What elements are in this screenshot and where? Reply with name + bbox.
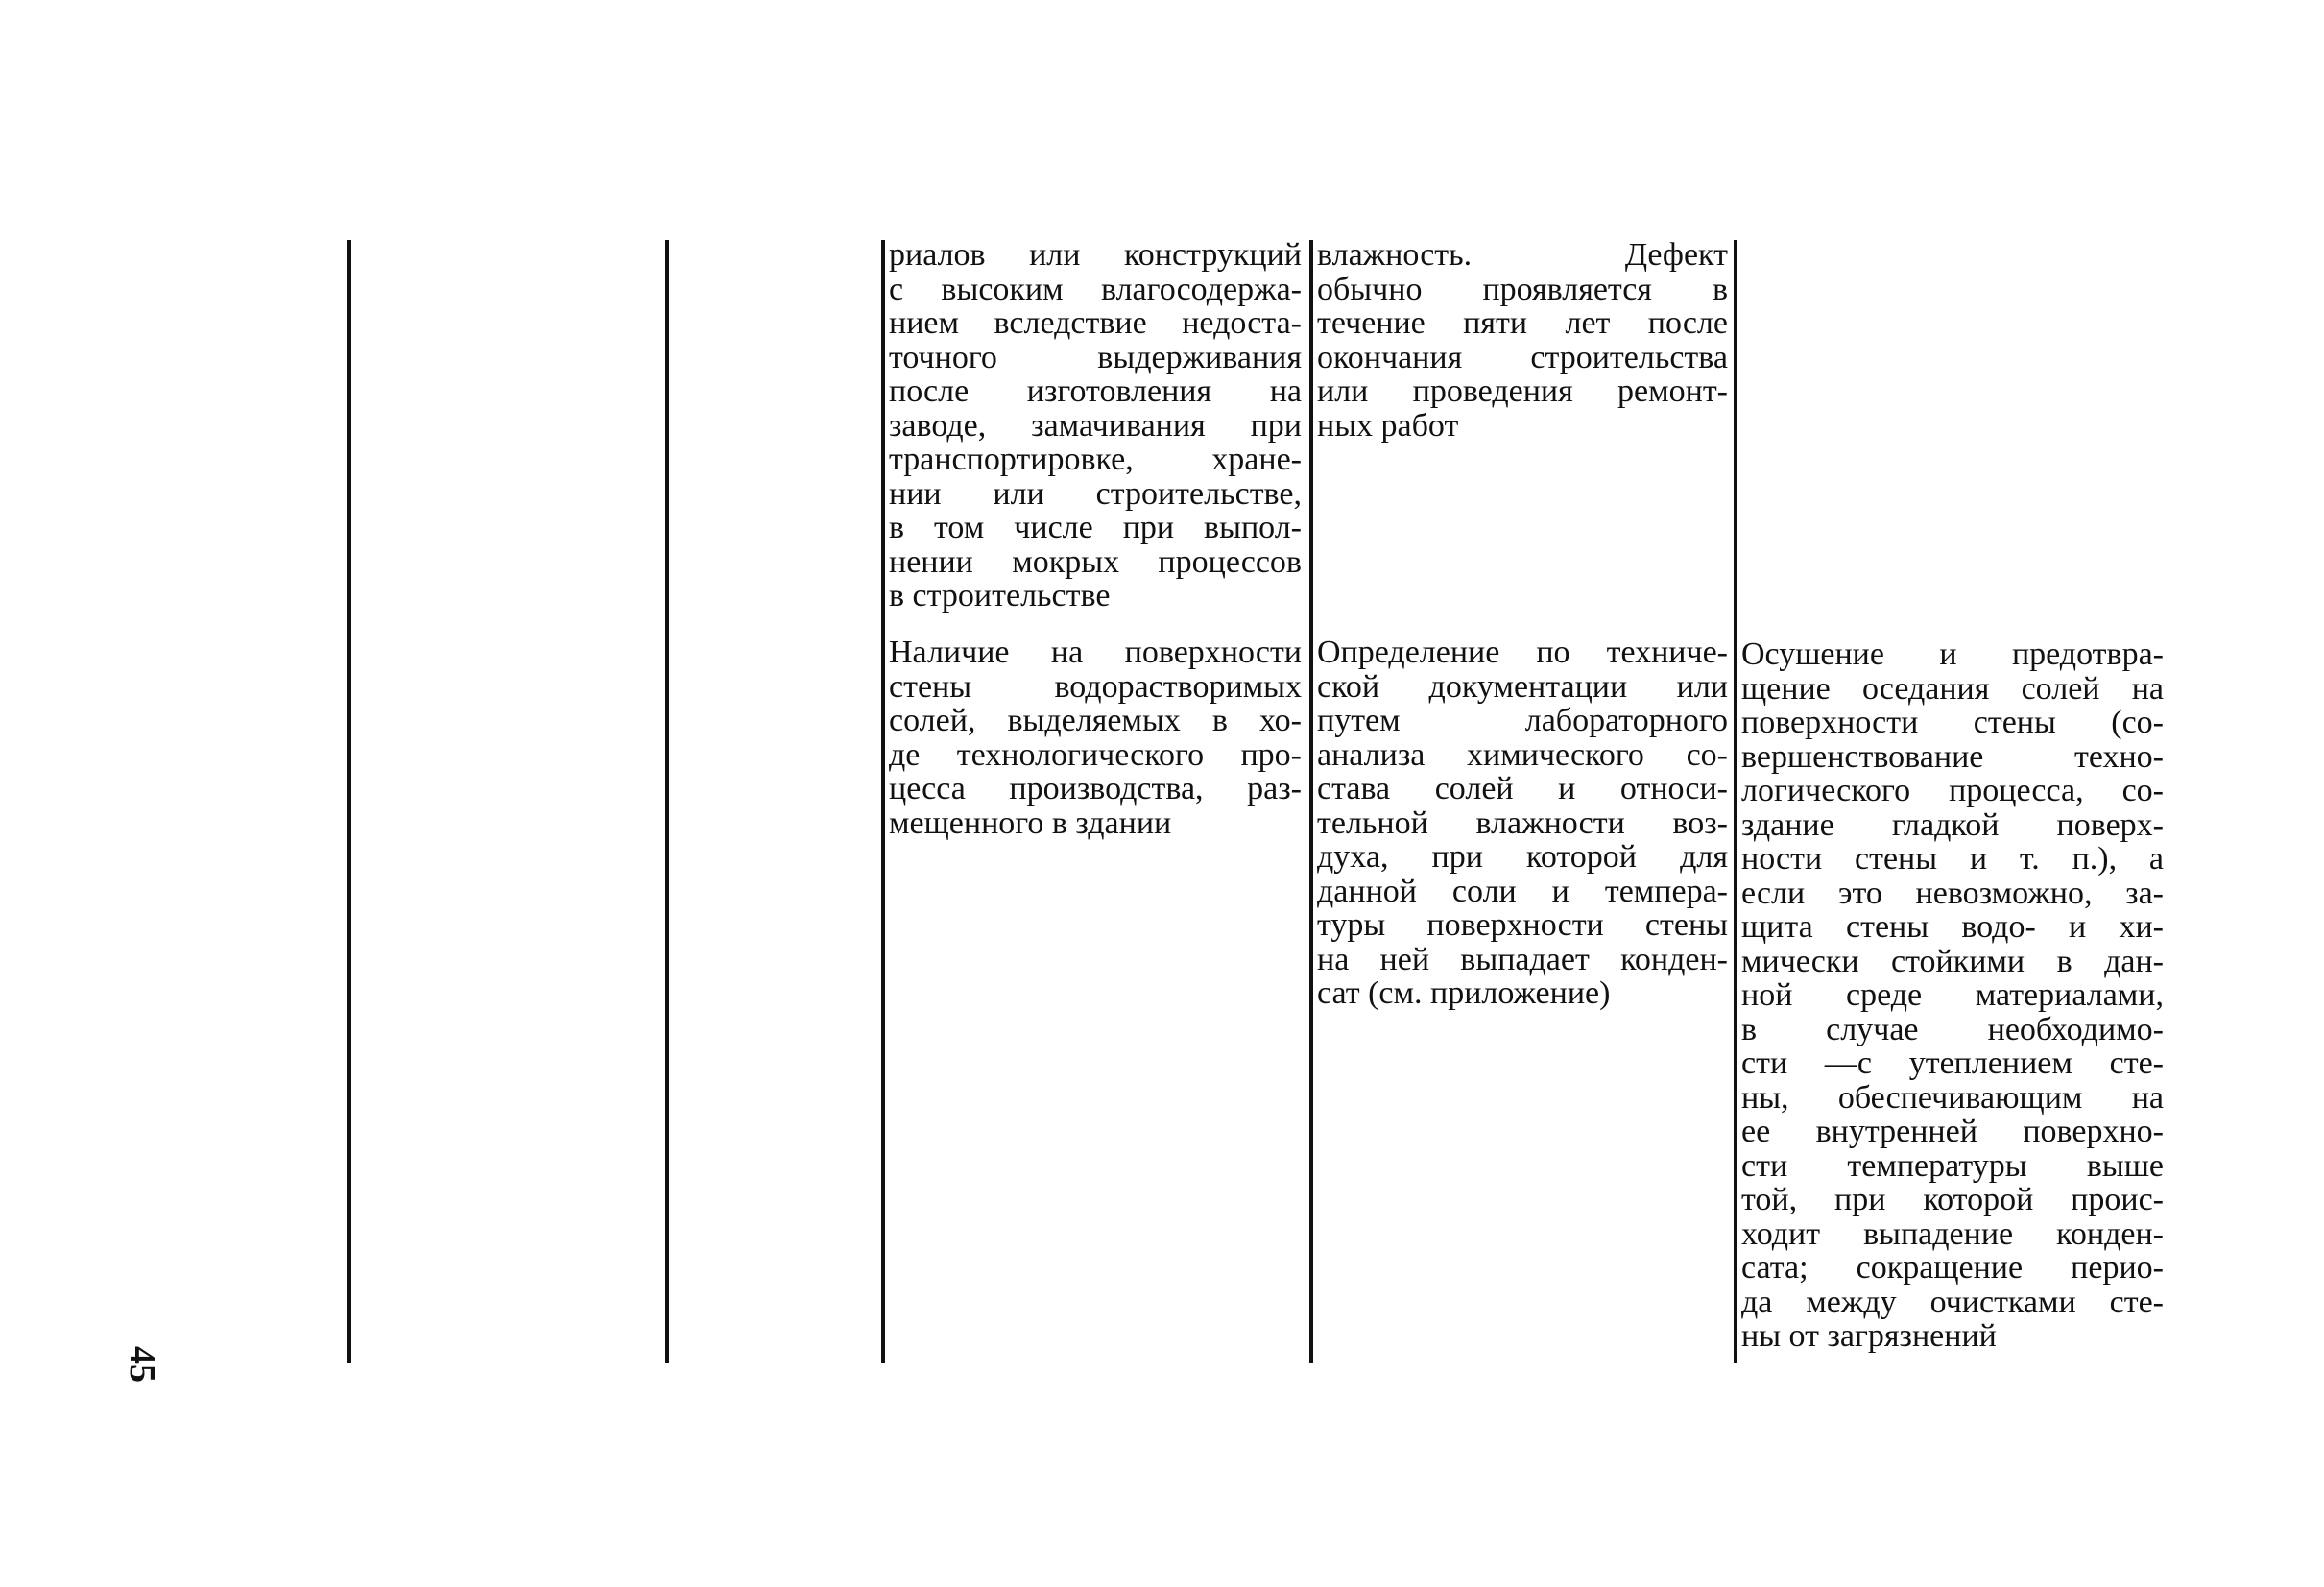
table-rule-2 xyxy=(665,240,669,1363)
cell-text-line: поверхности стены (со- xyxy=(1741,706,2164,740)
cell-text-line: става солей и относи- xyxy=(1317,772,1728,806)
cell-text-line: Наличие на поверхности xyxy=(889,636,1302,670)
cell-text-line: или проведения ремонт- xyxy=(1317,374,1728,409)
cell-text-line: в строительстве xyxy=(889,579,1111,613)
cell-text-line: той, при которой проис- xyxy=(1741,1183,2164,1217)
table-rule-3 xyxy=(881,240,885,1363)
cell-text-line: нием вследствие недоста- xyxy=(889,306,1302,341)
cell-text-line: сата; сокращение перио- xyxy=(1741,1251,2164,1286)
cell-text-line: духа, при которой для xyxy=(1317,840,1728,875)
cell-text-line: данной соли и темпера- xyxy=(1317,874,1728,908)
table-rule-1 xyxy=(347,240,351,1363)
cell-text-line: сти —с утеплением сте- xyxy=(1741,1046,2164,1081)
cell-text-line: окончания строительства xyxy=(1317,340,1728,374)
cell-text-line: Осушение и предотвра- xyxy=(1741,637,2164,672)
cell-text-line: цесса производства, раз- xyxy=(889,772,1302,806)
cell-text-line: ходит выпадение конден- xyxy=(1741,1216,2164,1251)
page-number: 45 xyxy=(122,1346,162,1383)
cell-text-line: вершенствование техно- xyxy=(1741,739,2164,774)
cell-text-line: ности стены и т. п.), а xyxy=(1741,842,2164,877)
cell-text-line: ной среде материалами, xyxy=(1741,978,2164,1013)
cell-detection-salts xyxy=(1317,636,1728,1011)
cell-text-line: течение пяти лет после xyxy=(1317,306,1728,341)
cell-text-line: ны от загрязнений xyxy=(1741,1319,1997,1354)
cell-text-line: Определение по техниче- xyxy=(1317,636,1728,670)
cell-text-line: риалов или конструкций xyxy=(889,238,1302,273)
cell-text-line: логического процесса, со- xyxy=(1741,774,2164,808)
cell-text-line: если это невозможно, за- xyxy=(1741,876,2164,910)
cell-text-line: сат (см. приложение) xyxy=(1317,976,1611,1011)
cell-text-line: ее внутренней поверхно- xyxy=(1741,1115,2164,1149)
cell-text-line: мически стойкими в дан- xyxy=(1741,944,2164,978)
cell-text-line: щита стены водо- и хи- xyxy=(1741,910,2164,945)
cell-text-line: де технологического про- xyxy=(889,737,1302,772)
cell-text-line: здание гладкой поверх- xyxy=(1741,807,2164,842)
cell-text-line: ных работ xyxy=(1317,408,1459,443)
cell-text-line: с высоким влагосодержа- xyxy=(889,272,1302,306)
cell-text-line: после изготовления на xyxy=(889,374,1302,409)
cell-text-line: солей, выделяемых в хо- xyxy=(889,704,1302,738)
cell-text-line: на ней выпадает конден- xyxy=(1317,942,1728,976)
cell-text-line: точного выдерживания xyxy=(889,340,1302,374)
cell-text-line: нии или строительстве, xyxy=(889,476,1302,511)
cell-text-line: щение оседания солей на xyxy=(1741,671,2164,706)
cell-text-line: в том числе при выпол- xyxy=(889,511,1302,545)
cell-text-line: транспортировке, хране- xyxy=(889,443,1302,477)
table-rule-5 xyxy=(1734,240,1737,1363)
cell-text-line: да между очистками сте- xyxy=(1741,1285,2164,1319)
cell-text-line: заводе, замачивания при xyxy=(889,408,1302,443)
cell-text-line: стены водорастворимых xyxy=(889,669,1302,704)
cell-text-line: ны, обеспечивающим на xyxy=(1741,1080,2164,1115)
cell-cause-salts xyxy=(889,636,1302,840)
cell-text-line: путем лабораторного xyxy=(1317,704,1728,738)
cell-text-line: нении мокрых процессов xyxy=(889,544,1302,579)
cell-text-line: влажность. Дефект xyxy=(1317,238,1728,273)
cell-cause-continued xyxy=(889,238,1302,613)
cell-remedy-salts xyxy=(1741,637,2164,1354)
cell-text-line: ской документации или xyxy=(1317,669,1728,704)
table-rule-4 xyxy=(1309,240,1313,1363)
cell-text-line: обычно проявляется в xyxy=(1317,272,1728,306)
cell-detection-continued xyxy=(1317,238,1728,443)
cell-text-line: сти температуры выше xyxy=(1741,1148,2164,1183)
cell-text-line: анализа химического со- xyxy=(1317,737,1728,772)
cell-text-line: в случае необходимо- xyxy=(1741,1012,2164,1046)
cell-text-line: мещенного в здании xyxy=(889,806,1172,840)
cell-text-line: тельной влажности воз- xyxy=(1317,806,1728,840)
cell-text-line: туры поверхности стены xyxy=(1317,908,1728,943)
